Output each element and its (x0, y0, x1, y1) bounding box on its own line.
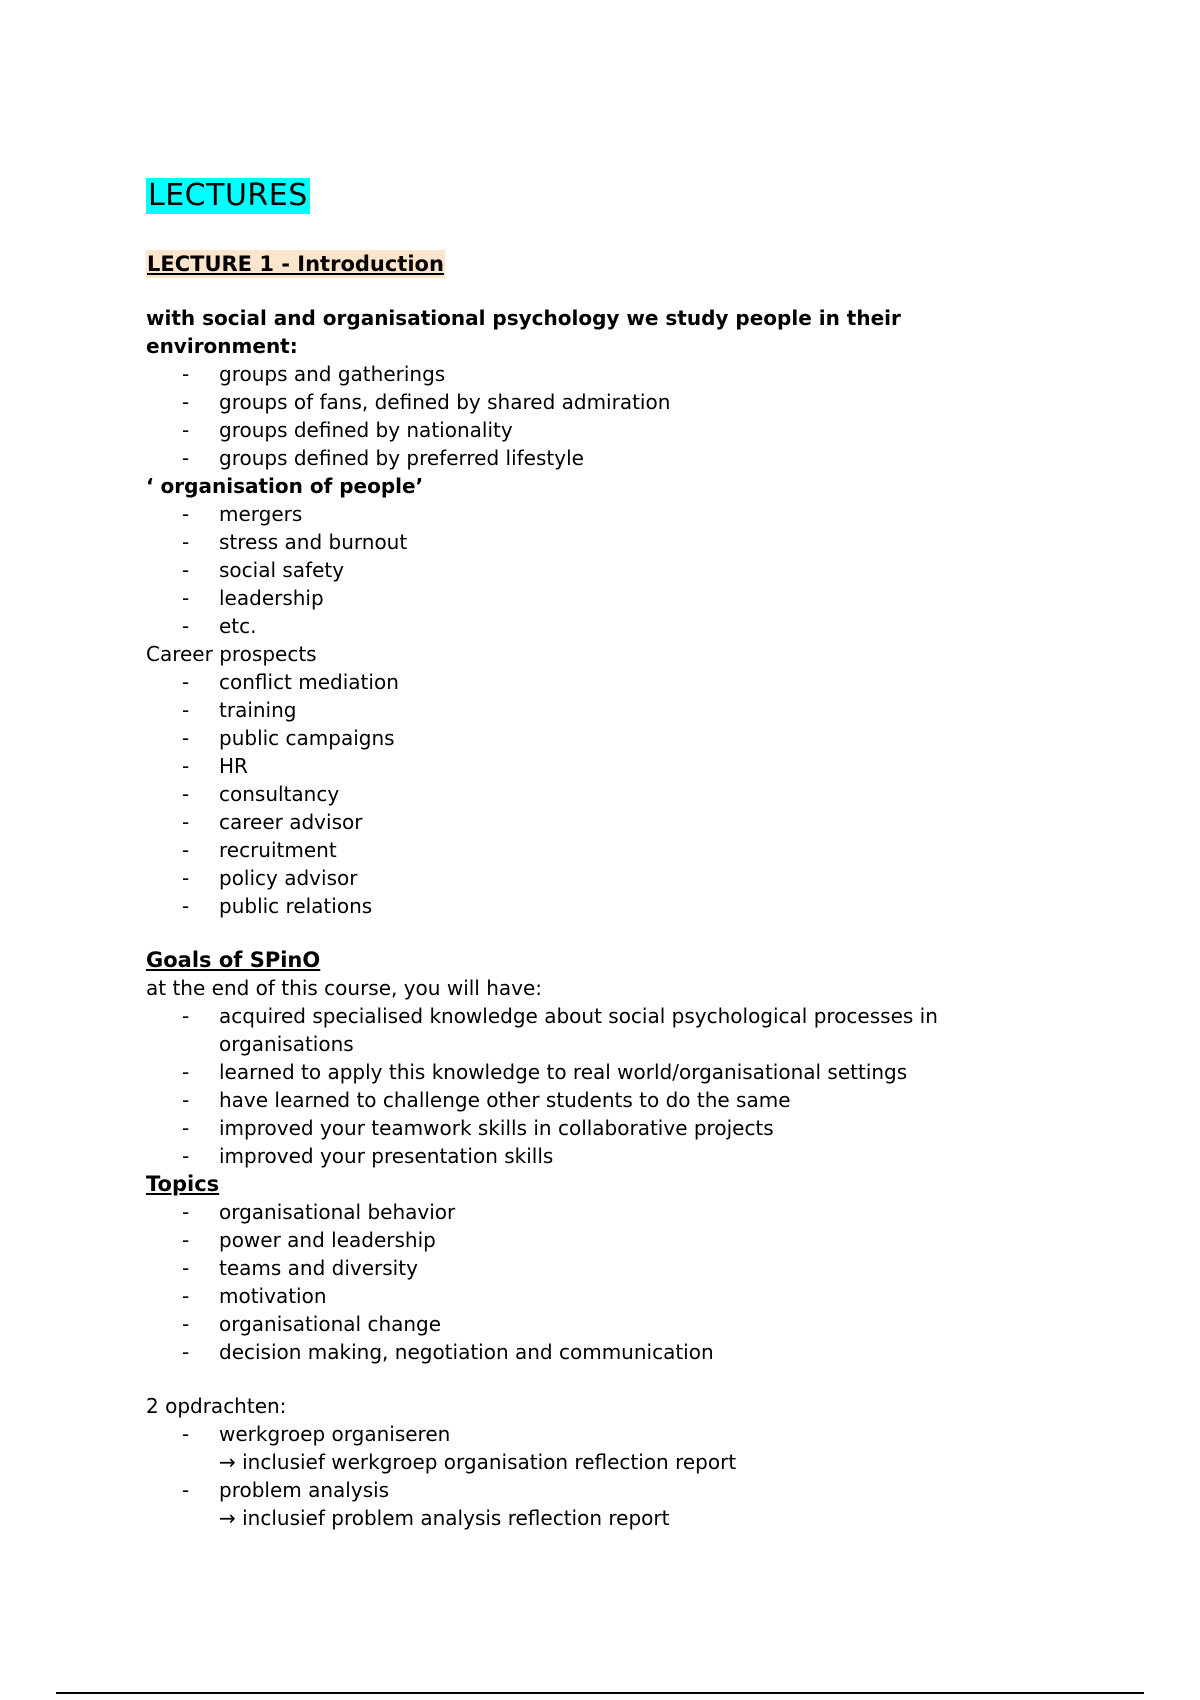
list-item: - career advisor (182, 810, 363, 834)
lecture-heading: LECTURE 1 - Introduction (147, 252, 444, 276)
list-item: - improved your teamwork skills in collaborative projects (182, 1116, 774, 1140)
list-item: - stress and burnout (182, 530, 408, 554)
list-item: - groups and gatherings (182, 362, 446, 386)
list-item: - groups of fans, defined by shared admiration (182, 390, 671, 414)
list-item: - conflict mediation (182, 670, 399, 694)
org-heading: ‘ organisation of people’ (146, 474, 424, 498)
goals-intro: at the end of this course, you will have: (146, 976, 543, 1000)
org-list (146, 500, 1046, 640)
list-item: - training (182, 698, 297, 722)
list-item: - organisational change (182, 1312, 442, 1336)
assignment-label: problem analysis (219, 1478, 390, 1502)
list-item: - public relations (182, 894, 373, 918)
environment-list (146, 360, 1046, 472)
list-item: - acquired specialised knowledge about social psychological processes in organisations (182, 1004, 938, 1056)
list-item: - policy advisor (182, 866, 358, 890)
page-title (146, 178, 1046, 214)
career-list (146, 668, 1046, 920)
list-item: - etc. (182, 614, 257, 638)
assignment-sub: → inclusief problem analysis reflection report (219, 1506, 670, 1530)
assignments-heading: 2 opdrachten: (146, 1394, 287, 1418)
topics-heading: Topics (146, 1172, 220, 1196)
goals-list (146, 1002, 1046, 1170)
list-item: - learned to apply this knowledge to real world/organisational settings (182, 1060, 908, 1084)
list-item: - teams and diversity (182, 1256, 418, 1280)
list-item: - groups defined by preferred lifestyle (182, 446, 584, 470)
list-item: - social safety (182, 558, 345, 582)
list-item: - motivation (182, 1284, 327, 1308)
assignment-sub: → inclusief werkgroep organisation reflection report (219, 1450, 737, 1474)
list-item: - power and leadership (182, 1228, 436, 1252)
lectures-title: LECTURES (148, 178, 308, 213)
intro-text: with social and organisational psychology we study people in their environment: (146, 306, 901, 358)
list-item: - consultancy (182, 782, 340, 806)
list-item: - mergers (182, 502, 303, 526)
list-item: - have learned to challenge other students to do the same (182, 1088, 791, 1112)
list-item: - public campaigns (182, 726, 395, 750)
list-item: - problem analysis → inclusief problem analysis reflection report (146, 1476, 1046, 1532)
list-item: - decision making, negotiation and communication (182, 1340, 714, 1364)
assignments-list (146, 1420, 1046, 1532)
list-item: - HR (182, 754, 248, 778)
list-item: - groups defined by nationality (182, 418, 513, 442)
career-heading: Career prospects (146, 642, 317, 666)
list-item: - improved your presentation skills (182, 1144, 554, 1168)
list-item: - werkgroep organiseren → inclusief werkgroep organisation reflection report (146, 1420, 1046, 1476)
list-item: - recruitment (182, 838, 337, 862)
page-bottom-divider (56, 1692, 1144, 1694)
assignment-label: werkgroep organiseren (219, 1422, 451, 1446)
list-item: - leadership (182, 586, 324, 610)
topics-list (146, 1198, 1046, 1366)
document-page (146, 178, 1046, 1532)
list-item: - organisational behavior (182, 1200, 456, 1224)
goals-heading: Goals of SPinO (146, 948, 321, 972)
